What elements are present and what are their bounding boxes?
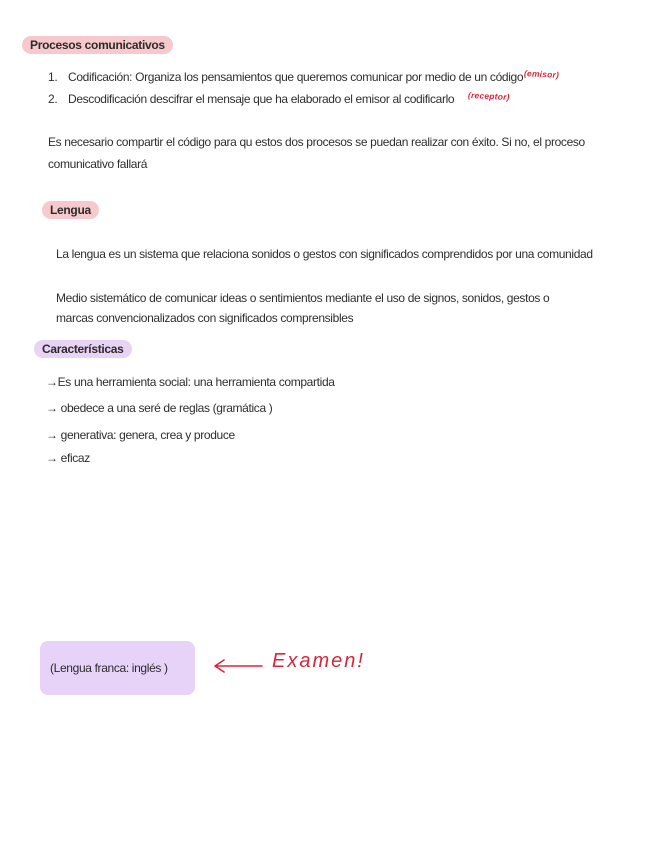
paragraph-line: Es necesario compartir el código para qu estos dos procesos se puedan realizar con éxito. Si no, el proceso [48,135,585,149]
section-title-caracteristicas: Características [34,340,132,358]
list-item: → generativa: genera, crea y produce [46,428,235,442]
list-item-text: Descodificación descifrar el mensaje que ha elaborado el emisor al codificarlo [68,92,455,106]
definition-text: La lengua es un sistema que relaciona sonidos o gestos con significados comprendidos por una comunidad [56,247,593,261]
handwritten-note-examen: Examen! [272,650,365,672]
handwritten-note-emisor: (emisor) [523,68,560,80]
list-item-text: Codificación: Organiza los pensamientos que queremos comunicar por medio de un código [68,70,524,84]
callout-box [40,641,195,695]
section-title-lengua: Lengua [42,201,99,219]
list-number: 2. [48,92,58,106]
left-arrow-icon [212,658,264,674]
paragraph-line: Medio sistemático de comunicar ideas o sentimientos mediante el uso de signos, sonidos, gestos o [56,291,550,305]
list-item [48,88,454,110]
handwritten-note-receptor: (receptor) [467,89,510,103]
list-number: 1. [48,70,58,84]
paragraph-line: marcas convencionalizados con significados comprensibles [56,311,354,325]
list-item: → eficaz [46,451,90,465]
paragraph-line: comunicativo fallará [48,157,148,171]
list-item: →Es una herramienta social: una herramienta compartida [46,375,335,389]
list-item [48,66,523,88]
callout-text: (Lengua franca: inglés ) [50,661,168,675]
list-item: → obedece a una seré de reglas (gramática ) [46,401,273,415]
section-title-procesos: Procesos comunicativos [22,36,173,54]
